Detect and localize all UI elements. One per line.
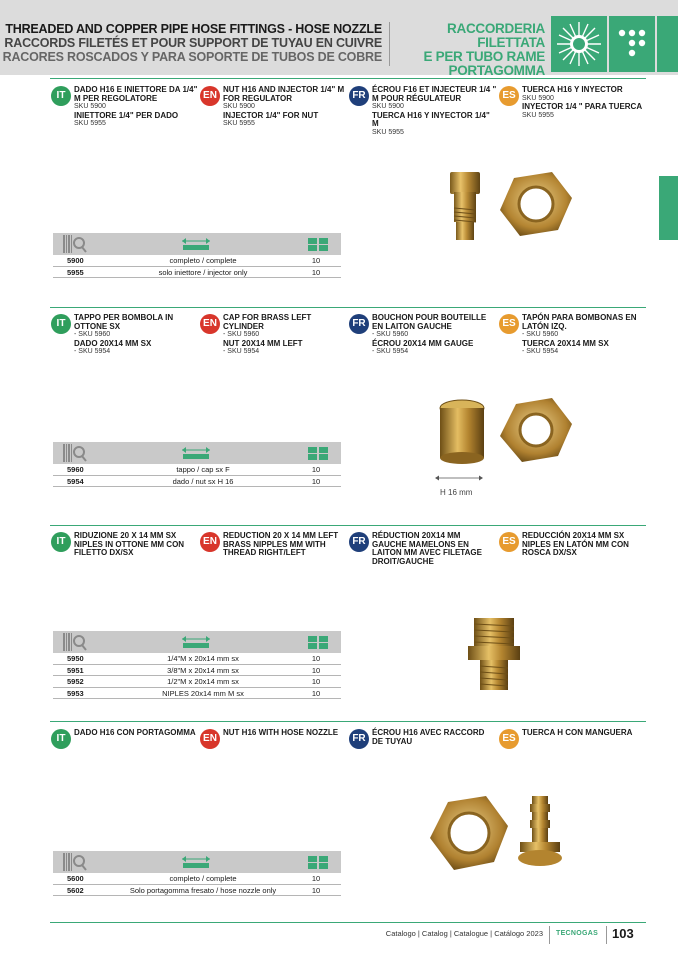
badge-it: IT (51, 532, 71, 552)
product-title: TUERCA H CON MANGUERA (522, 728, 633, 737)
product-title: DADO H16 E INIETTORE DA 1/4" M PER REGOLATORE (74, 85, 198, 103)
sku-cell: 5950 (67, 654, 84, 663)
sku-label-2: - SKU 5954 (522, 348, 559, 355)
quantity-cell: 10 (311, 465, 321, 474)
product-title: REDUCCIÓN 20X14 MM SX NIPLES EN LATÓN MM CON ROSCA DX/SX (522, 531, 629, 557)
product-table (53, 233, 341, 278)
badge-fr: FR (349, 729, 369, 749)
section-divider (50, 721, 646, 722)
product-title: CAP FOR BRASS LEFT CYLINDER (223, 313, 312, 331)
brand-logo-icon (609, 16, 655, 72)
package-quantity-icon (307, 634, 329, 650)
sku-cell: 5955 (67, 267, 84, 277)
table-row (53, 255, 341, 267)
sku-label: SKU 5900 (223, 103, 255, 110)
lang-text (74, 86, 199, 129)
sku-label: SKU 5900 (74, 103, 106, 110)
sku-label-2: SKU 5955 (223, 120, 255, 127)
header-right-band (657, 16, 678, 72)
section-divider (50, 525, 646, 526)
table-header (53, 442, 341, 464)
sku-cell: 5600 (67, 874, 84, 883)
product-title-2: INJECTOR 1/4" FOR NUT (223, 110, 319, 120)
sunburst-icon (551, 16, 607, 72)
product-title: NUT H16 AND INJECTOR 1/4" M FOR REGULATOR (223, 85, 345, 103)
header-it-line-1: RACCORDERIA FILETTATA (447, 21, 545, 50)
sku-cell: 5954 (67, 476, 84, 486)
description-cell: 3/8"M x 20x14 mm sx (167, 665, 239, 675)
badge-es: ES (499, 86, 519, 106)
sku-label-2: - SKU 5954 (74, 348, 111, 355)
sku-cell: 5952 (67, 677, 84, 686)
footer-catalog-label: Catalogo | Catalog | Catalogue | Catálogo 2023 (385, 929, 543, 938)
package-quantity-icon (307, 236, 329, 252)
description-cell: 1/4"M x 20x14 mm sx (167, 654, 239, 663)
badge-en: EN (200, 314, 220, 334)
product-title-2: INYECTOR 1/4 " PARA TUERCA (522, 102, 643, 111)
sku-label-2: - SKU 5954 (372, 348, 409, 355)
measure-icon (181, 635, 211, 649)
header-title-es: RACORES ROSCADOS Y PARA SOPORTE DE TUBOS DE COBRE (2, 50, 382, 64)
header-title-it (394, 22, 545, 78)
badge-fr: FR (349, 86, 369, 106)
package-quantity-icon (307, 445, 329, 461)
table-row (53, 665, 341, 677)
footer-separator (549, 926, 550, 944)
measure-icon (181, 855, 211, 869)
badge-es: ES (499, 314, 519, 334)
lang-text (223, 729, 348, 738)
quantity-cell: 10 (311, 688, 321, 698)
product-title: BOUCHON POUR BOUTEILLE EN LAITON GAUCHE (372, 313, 487, 331)
badge-es: ES (499, 532, 519, 552)
table-header (53, 851, 341, 873)
product-title-2: INIETTORE 1/4" PER DADO (74, 110, 179, 120)
lang-text (372, 729, 497, 746)
badge-it: IT (51, 314, 71, 334)
page-number: 103 (612, 926, 634, 941)
product-title: RÉDUCTION 20X14 MM GAUCHE MAMELONS EN LAITON MM AVEC FILETAGE DROIT/GAUCHE (372, 531, 482, 566)
quantity-cell: 10 (311, 256, 321, 265)
quantity-cell: 10 (311, 267, 321, 277)
sku-cell: 5602 (67, 885, 84, 895)
lang-text (74, 532, 199, 558)
badge-es: ES (499, 729, 519, 749)
badge-it: IT (51, 729, 71, 749)
table-header (53, 233, 341, 255)
product-title: ÉCROU H16 AVEC RACCORD DE TUYAU (372, 728, 485, 746)
description-cell: dado / nut sx H 16 (172, 476, 234, 486)
quantity-cell: 10 (311, 677, 321, 686)
lang-text (372, 314, 497, 357)
lang-text (522, 532, 647, 558)
quantity-cell: 10 (311, 654, 321, 663)
lang-text (74, 729, 199, 738)
product-title-2: TUERCA H16 Y INYECTOR 1/4" M (372, 110, 490, 128)
description-cell: solo iniettore / injector only (158, 267, 248, 277)
lang-text (372, 532, 497, 566)
product-title: ÉCROU F16 ET INJECTEUR 1/4 " M POUR RÉGULATEUR (372, 85, 497, 103)
quantity-cell: 10 (311, 874, 321, 883)
section-divider (50, 78, 646, 79)
section-side-tab (659, 176, 678, 240)
footer-brand: TECNOGAS (556, 930, 599, 937)
badge-en: EN (200, 86, 220, 106)
sku-cell: 5953 (67, 688, 84, 698)
product-title: RIDUZIONE 20 X 14 MM SX NIPLES IN OTTONE MM CON FILETTO DX/SX (74, 531, 185, 557)
header-title-fr: RACCORDS FILETÉS ET POUR SUPPORT DE TUYAU EN CUIVRE (4, 36, 382, 50)
header-it-line-3: PORTAGOMMA (448, 63, 545, 78)
sku-cell: 5960 (67, 465, 84, 474)
product-title: TUERCA H16 Y INYECTOR (522, 85, 623, 94)
badge-fr: FR (349, 314, 369, 334)
footer-separator (606, 926, 607, 944)
table-row (53, 873, 341, 885)
badge-en: EN (200, 532, 220, 552)
lang-text (223, 314, 348, 357)
sku-label-2: - SKU 5954 (223, 348, 260, 355)
footer-divider (50, 922, 646, 923)
quantity-cell: 10 (311, 885, 321, 895)
product-title: TAPÓN PARA BOMBONAS EN LATÓN IZQ. (522, 313, 637, 331)
product-code-icon (63, 853, 87, 871)
product-title: REDUCTION 20 X 14 MM LEFT BRASS NIPPLES MM WITH THREAD RIGHT/LEFT (223, 531, 339, 557)
description-cell: 1/2"M x 20x14 mm sx (167, 677, 239, 686)
header-it-line-2: E PER TUBO RAME (423, 49, 545, 64)
product-image-cap-nut (430, 394, 576, 478)
product-table (53, 631, 341, 699)
description-cell: NIPLES 20x14 mm M sx (162, 688, 244, 698)
table-row (53, 267, 341, 279)
product-title-2: ÉCROU 20X14 MM GAUGE (372, 338, 474, 348)
product-title-2: DADO 20X14 MM SX (74, 338, 152, 348)
table-row (53, 688, 341, 700)
badge-en: EN (200, 729, 220, 749)
description-cell: tappo / cap sx F (176, 465, 230, 474)
lang-text (223, 86, 348, 129)
product-table (53, 442, 341, 487)
sku-label: SKU 5900 (372, 103, 404, 110)
product-code-icon (63, 235, 87, 253)
product-image-nut-injector (436, 168, 576, 248)
sku-label: - SKU 5960 (223, 331, 260, 338)
product-title-2: NUT 20X14 MM LEFT (223, 338, 303, 348)
package-quantity-icon (307, 854, 329, 870)
width-dimension-arrow (434, 469, 484, 477)
sku-label-2: SKU 5955 (372, 128, 404, 136)
badge-fr: FR (349, 532, 369, 552)
product-code-icon (63, 633, 87, 651)
header-divider (389, 22, 390, 66)
product-code-icon (63, 444, 87, 462)
lang-text (522, 314, 647, 357)
product-image-reduction-nipple (464, 614, 524, 694)
product-title: DADO H16 CON PORTAGOMMA (74, 728, 196, 737)
table-row (53, 676, 341, 688)
sku-cell: 5951 (67, 665, 84, 675)
product-table (53, 851, 341, 896)
sku-label: SKU 5900 (522, 94, 554, 102)
quantity-cell: 10 (311, 665, 321, 675)
product-title-2: TUERCA 20X14 MM SX (522, 338, 609, 348)
lang-text (372, 86, 497, 137)
product-title: NUT H16 WITH HOSE NOZZLE (223, 728, 339, 737)
table-row (53, 885, 341, 897)
product-image-nut-hose-nozzle (424, 792, 576, 878)
lang-text (522, 729, 647, 738)
header-title-en: THREADED AND COPPER PIPE HOSE FITTINGS - HOSE NOZZLE (5, 22, 382, 36)
table-row (53, 653, 341, 665)
lang-text (522, 86, 647, 120)
sku-label: - SKU 5960 (74, 331, 111, 338)
sku-label-2: SKU 5955 (74, 120, 106, 127)
table-header (53, 631, 341, 653)
quantity-cell: 10 (311, 476, 321, 486)
description-cell: completo / complete (169, 256, 237, 265)
measure-icon (181, 446, 211, 460)
sku-cell: 5900 (67, 256, 84, 265)
lang-text (223, 532, 348, 558)
description-cell: completo / complete (169, 874, 237, 883)
sku-label: - SKU 5960 (372, 331, 409, 338)
measure-icon (181, 237, 211, 251)
section-divider (50, 307, 646, 308)
table-row (53, 464, 341, 476)
sku-label-2: SKU 5955 (522, 111, 554, 119)
lang-text (74, 314, 199, 357)
table-row (53, 476, 341, 488)
badge-it: IT (51, 86, 71, 106)
sku-label: - SKU 5960 (522, 331, 559, 338)
product-title: TAPPO PER BOMBOLA IN OTTONE SX (74, 313, 174, 331)
header-title-block (0, 22, 382, 64)
description-cell: Solo portagomma fresato / hose nozzle only (129, 885, 277, 895)
dimension-caption: H 16 mm (440, 488, 473, 497)
